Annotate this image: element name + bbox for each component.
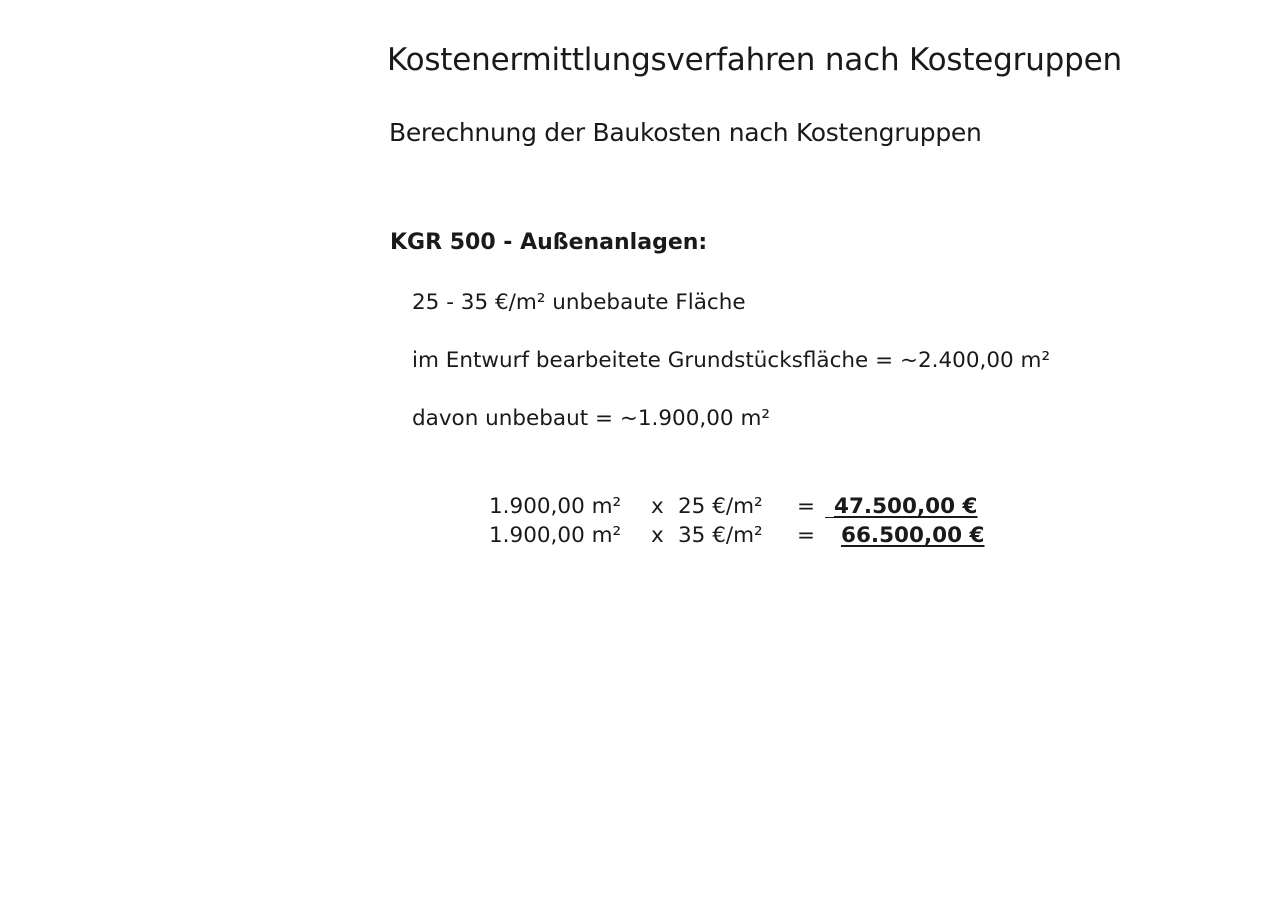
calc-equals: = [797, 494, 816, 519]
calc-result: 47.500,00 € [834, 494, 978, 519]
page-subtitle: Berechnung der Baukosten nach Kostengruppen [389, 118, 982, 147]
calc-rate: 35 €/m² [678, 523, 763, 548]
page-title: Kostenermittlungsverfahren nach Kostegruppen [387, 42, 1122, 78]
site-area-line: im Entwurf bearbeitete Grundstücksfläche = ~2.400,00 m² [412, 348, 1051, 373]
cost-rate-line: 25 - 35 €/m² unbebaute Fläche [412, 290, 746, 315]
calc-rate: 25 €/m² [678, 494, 763, 519]
calc-area: 1.900,00 m² [489, 523, 622, 548]
calc-area: 1.900,00 m² [489, 494, 622, 519]
calc-result: 66.500,00 € [841, 523, 985, 548]
calc-operator: x [651, 494, 664, 519]
unbuilt-area-line: davon unbebaut = ~1.900,00 m² [412, 406, 771, 431]
section-heading: KGR 500 - Außenanlagen: [390, 230, 708, 255]
calc-equals: = [797, 523, 816, 548]
calc-operator: x [651, 523, 664, 548]
